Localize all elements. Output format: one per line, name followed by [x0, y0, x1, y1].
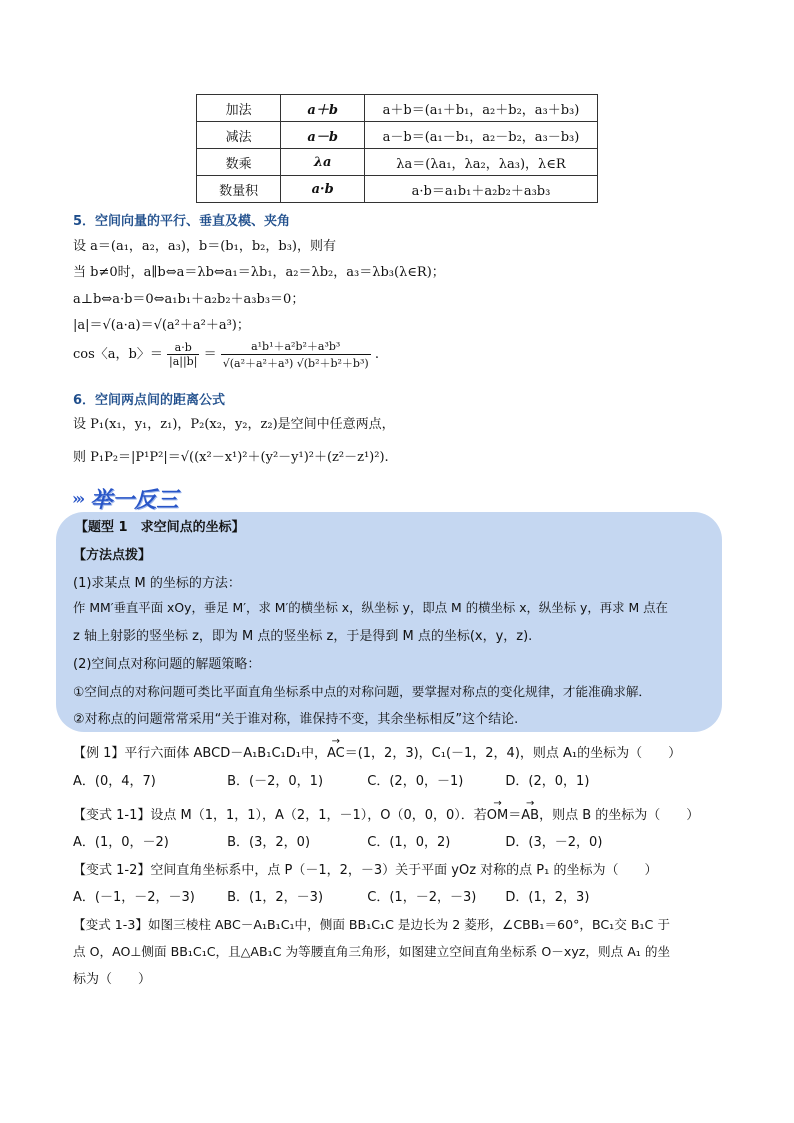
fraction-1-denominator: |a||b| — [169, 355, 198, 368]
option-b[interactable]: B．(3，2，0) — [227, 835, 311, 850]
op-name: 数量积 — [197, 176, 281, 203]
option-c[interactable]: C．(1，0，2) — [367, 835, 451, 850]
section-5-heading: 5．空间向量的平行、垂直及模、夹角 — [73, 214, 291, 229]
option-a[interactable]: A．(0，4，7) — [73, 774, 156, 789]
vector-ac: → AC — [327, 746, 345, 761]
example-1-stem — [73, 742, 681, 761]
cos-equals: ＝ — [203, 347, 217, 362]
section-5-line-2: 当 b≠0时，a∥b⇔a＝λb⇔a₁＝λb₁，a₂＝λb₂，a₃＝λb₃(λ∈R)； — [73, 265, 445, 280]
practice-banner — [72, 482, 232, 514]
variant-1-2-stem: 【变式 1-2】空间直角坐标系中，点 P（－1，2，－3）关于平面 yOz 对称的点 P₁ 的坐标为（ ） — [73, 863, 658, 878]
variant-1-1-eq: ＝ — [508, 808, 522, 823]
banner-title: 举一反三 — [90, 487, 179, 513]
method-title: 【题型 1 求空间点的坐标】 — [75, 520, 245, 535]
method-para-2: 作 MM′垂直平面 xOy，垂足 M′，求 M′的横坐标 x，纵坐标 y，即点 M 的横坐标 x，纵坐标 y，再求 M 点在 — [73, 600, 668, 615]
option-c[interactable]: C．(2，0，－1) — [367, 774, 464, 789]
method-para-6: ②对称点的问题常常采用“关于谁对称，谁保持不变，其余坐标相反”这个结论. — [73, 712, 519, 727]
variant-1-3-line-1: 【变式 1-3】如图三棱柱 ABC－A₁B₁C₁中，侧面 BB₁C₁C 是边长为 2 菱形，∠CBB₁＝60°，BC₁交 B₁C 于 — [73, 917, 670, 932]
fraction-2-denominator: √(a²＋a²＋a³) √(b²＋b²＋b³) — [222, 357, 369, 370]
vector-om: → OM — [487, 808, 508, 823]
variant-1-2-options — [73, 886, 589, 905]
option-b[interactable]: B．(1，2，－3) — [227, 890, 324, 905]
op-symbol: a＋b — [281, 95, 365, 122]
method-para-5: ①空间点的对称问题可类比平面直角坐标系中点的对称问题，要掌握对称点的变化规律，才能准确求解． — [73, 684, 652, 699]
section-6-heading: 6．空间两点间的距离公式 — [73, 393, 226, 408]
option-c[interactable]: C．(1，－2，－3) — [367, 890, 477, 905]
section-5-line-1: 设 a＝(a₁，a₂，a₃)，b＝(b₁，b₂，b₃)，则有 — [73, 239, 336, 254]
variant-1-1-stem-b: ，则点 B 的坐标为（ ） — [539, 808, 700, 823]
op-formula: λa＝(λa₁，λa₂，λa₃)，λ∈R — [365, 149, 598, 176]
op-name: 数乘 — [197, 149, 281, 176]
option-d[interactable]: D．(1，2，3) — [505, 890, 590, 905]
example-1-stem-b: ＝(1，2，3)，C₁(－1，2，4)，则点 A₁的坐标为（ ） — [344, 746, 682, 761]
section-6-line-1: 设 P₁(x₁，y₁，z₁)，P₂(x₂，y₂，z₂)是空间中任意两点， — [73, 417, 395, 432]
fraction-1-numerator: a·b — [167, 341, 199, 355]
op-formula: a＋b＝(a₁＋b₁，a₂＋b₂，a₃＋b₃) — [365, 95, 598, 122]
table-row — [197, 122, 598, 149]
variant-1-1-stem — [73, 804, 699, 823]
vector-operations-table — [196, 94, 598, 203]
fraction-1 — [167, 341, 199, 368]
table-row — [197, 95, 598, 122]
variant-1-1-options — [73, 831, 602, 850]
fraction-2-numerator: a¹b¹＋a²b²＋a³b³ — [221, 338, 371, 355]
method-para-1: (1)求某点 M 的坐标的方法： — [73, 576, 241, 591]
op-symbol: λa — [281, 149, 365, 176]
option-d[interactable]: D．(2，0，1) — [505, 774, 590, 789]
section-5-line-3: a⊥b⇔a·b＝0⇔a₁b₁＋a₂b₂＋a₃b₃＝0； — [73, 292, 305, 307]
chevrons-icon: ››› — [72, 488, 83, 508]
option-b[interactable]: B．(－2，0，1) — [227, 774, 324, 789]
example-1-stem-a: 【例 1】平行六面体 ABCD－A₁B₁C₁D₁中， — [73, 746, 327, 761]
method-para-4: (2)空间点对称问题的解题策略： — [73, 657, 261, 672]
section-5-line-4: |a|＝√(a·a)＝√(a²＋a²＋a³)； — [73, 318, 250, 333]
method-para-3: z 轴上射影的竖坐标 z，即为 M 点的竖坐标 z，于是得到 M 点的坐标(x，y，z). — [73, 629, 533, 644]
option-a[interactable]: A．(－1，－2，－3) — [73, 890, 195, 905]
cos-prefix: cos〈a，b〉＝ — [73, 347, 163, 362]
cos-end: . — [374, 347, 379, 362]
cosine-formula — [73, 338, 379, 371]
op-symbol: a－b — [281, 122, 365, 149]
variant-1-1-stem-a: 【变式 1-1】设点 M（1，1，1），A（2，1，－1），O（0，0，0）．若 — [73, 808, 487, 823]
op-formula: a·b＝a₁b₁＋a₂b₂＋a₃b₃ — [365, 176, 598, 203]
op-name: 减法 — [197, 122, 281, 149]
table-row — [197, 176, 598, 203]
table-row — [197, 149, 598, 176]
variant-1-3-line-2: 点 O，AO⊥侧面 BB₁C₁C，且△AB₁C 为等腰直角三角形，如图建立空间直角坐标系 O－xyz，则点 A₁ 的坐 — [73, 944, 671, 959]
section-6-line-2: 则 P₁P₂＝|P¹P²|＝√((x²－x¹)²＋(y²－y¹)²＋(z²－z¹)²). — [73, 450, 389, 465]
option-a[interactable]: A．(1，0，－2) — [73, 835, 169, 850]
op-symbol: a·b — [281, 176, 365, 203]
vector-ab: → AB — [521, 808, 539, 823]
fraction-2 — [221, 338, 371, 371]
method-subtitle: 【方法点拨】 — [73, 548, 152, 563]
variant-1-3-line-3: 标为（ ） — [73, 972, 152, 987]
option-d[interactable]: D．(3，－2，0) — [505, 835, 603, 850]
op-name: 加法 — [197, 95, 281, 122]
op-formula: a－b＝(a₁－b₁，a₂－b₂，a₃－b₃) — [365, 122, 598, 149]
example-1-options — [73, 770, 589, 789]
